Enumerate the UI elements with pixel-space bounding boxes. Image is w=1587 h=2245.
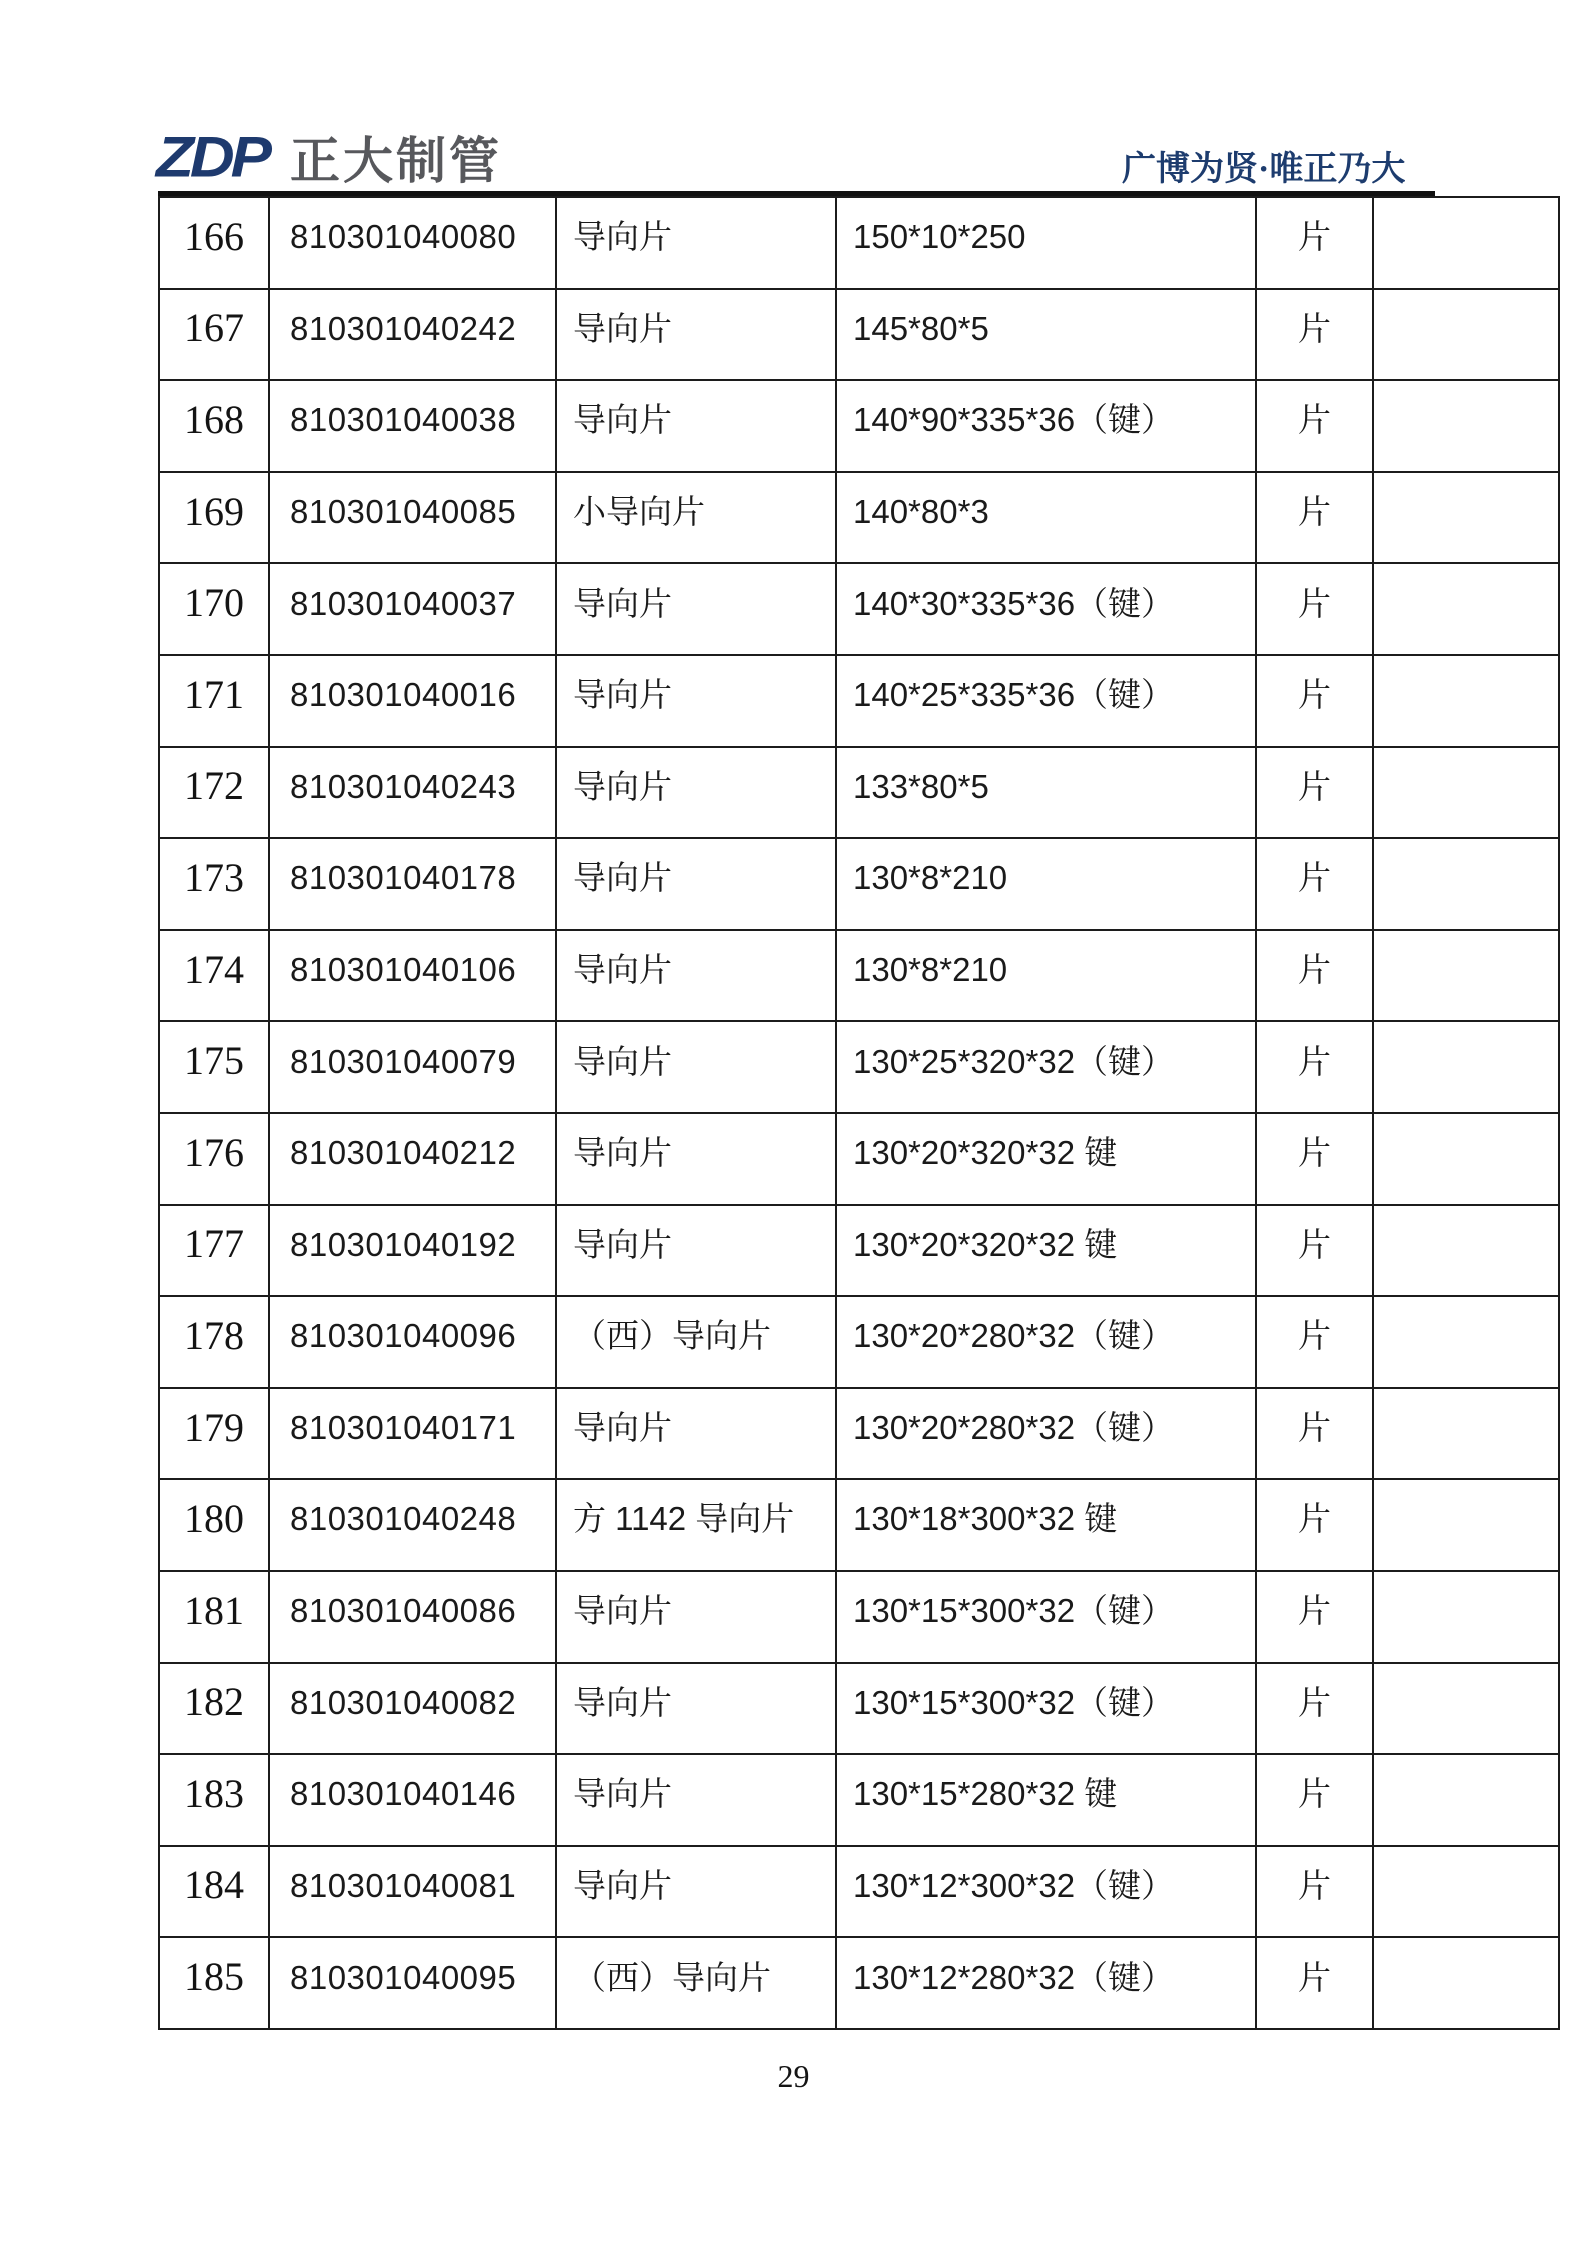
part-spec-cell: 130*20*320*32 键 <box>836 1205 1256 1297</box>
part-name-cell: 导向片 <box>556 563 836 655</box>
part-note-cell <box>1373 1296 1559 1388</box>
table-row <box>159 289 1559 381</box>
row-number-cell: 174 <box>159 930 269 1022</box>
part-spec-cell: 130*20*320*32 键 <box>836 1113 1256 1205</box>
part-name-cell: 导向片 <box>556 1846 836 1938</box>
part-name-cell: 导向片 <box>556 930 836 1022</box>
part-note-cell <box>1373 747 1559 839</box>
part-unit-cell: 片 <box>1256 1021 1373 1113</box>
part-spec-cell: 140*90*335*36（键） <box>836 380 1256 472</box>
part-unit-cell: 片 <box>1256 1937 1373 2029</box>
part-code-cell: 810301040085 <box>269 472 556 564</box>
row-number-cell: 180 <box>159 1479 269 1571</box>
table-row <box>159 1754 1559 1846</box>
zdp-logo-icon: ZDP <box>156 125 268 189</box>
part-name-cell: 导向片 <box>556 1571 836 1663</box>
row-number-cell: 167 <box>159 289 269 381</box>
part-spec-cell: 140*30*335*36（键） <box>836 563 1256 655</box>
part-unit-cell: 片 <box>1256 1296 1373 1388</box>
part-code-cell: 810301040038 <box>269 380 556 472</box>
part-note-cell <box>1373 1388 1559 1480</box>
table-row <box>159 838 1559 930</box>
part-name-cell: 导向片 <box>556 1205 836 1297</box>
table-row <box>159 747 1559 839</box>
table-row <box>159 380 1559 472</box>
part-note-cell <box>1373 930 1559 1022</box>
row-number-cell: 169 <box>159 472 269 564</box>
part-name-cell: 导向片 <box>556 289 836 381</box>
part-code-cell: 810301040079 <box>269 1021 556 1113</box>
part-code-cell: 810301040192 <box>269 1205 556 1297</box>
part-unit-cell: 片 <box>1256 838 1373 930</box>
row-number-cell: 175 <box>159 1021 269 1113</box>
row-number-cell: 172 <box>159 747 269 839</box>
part-name-cell: （西）导向片 <box>556 1296 836 1388</box>
part-note-cell <box>1373 1479 1559 1571</box>
part-note-cell <box>1373 655 1559 747</box>
page-number: 29 <box>777 2058 810 2094</box>
part-code-cell: 810301040086 <box>269 1571 556 1663</box>
row-number-cell: 170 <box>159 563 269 655</box>
part-note-cell <box>1373 1663 1559 1755</box>
part-unit-cell: 片 <box>1256 1479 1373 1571</box>
part-note-cell <box>1373 197 1559 289</box>
part-name-cell: 导向片 <box>556 380 836 472</box>
part-name-cell: 导向片 <box>556 1113 836 1205</box>
table-row <box>159 930 1559 1022</box>
row-number-cell: 183 <box>159 1754 269 1846</box>
part-unit-cell: 片 <box>1256 1571 1373 1663</box>
part-code-cell: 810301040248 <box>269 1479 556 1571</box>
part-unit-cell: 片 <box>1256 1113 1373 1205</box>
row-number-cell: 184 <box>159 1846 269 1938</box>
part-name-cell: 导向片 <box>556 747 836 839</box>
part-unit-cell: 片 <box>1256 747 1373 839</box>
part-name-cell: 导向片 <box>556 197 836 289</box>
part-code-cell: 810301040095 <box>269 1937 556 2029</box>
part-unit-cell: 片 <box>1256 1754 1373 1846</box>
part-name-cell: 小导向片 <box>556 472 836 564</box>
part-unit-cell: 片 <box>1256 655 1373 747</box>
part-code-cell: 810301040081 <box>269 1846 556 1938</box>
part-unit-cell: 片 <box>1256 289 1373 381</box>
table-row <box>159 1388 1559 1480</box>
row-number-cell: 185 <box>159 1937 269 2029</box>
part-note-cell <box>1373 472 1559 564</box>
part-note-cell <box>1373 380 1559 472</box>
part-unit-cell: 片 <box>1256 197 1373 289</box>
part-unit-cell: 片 <box>1256 472 1373 564</box>
part-code-cell: 810301040171 <box>269 1388 556 1480</box>
table-row <box>159 197 1559 289</box>
part-spec-cell: 140*80*3 <box>836 472 1256 564</box>
part-name-cell: 导向片 <box>556 1021 836 1113</box>
table-row <box>159 1021 1559 1113</box>
part-note-cell <box>1373 289 1559 381</box>
part-unit-cell: 片 <box>1256 1388 1373 1480</box>
part-name-cell: 导向片 <box>556 1663 836 1755</box>
part-spec-cell: 133*80*5 <box>836 747 1256 839</box>
row-number-cell: 166 <box>159 197 269 289</box>
table-row <box>159 1846 1559 1938</box>
part-spec-cell: 130*15*280*32 键 <box>836 1754 1256 1846</box>
company-name: 正大制管 <box>290 133 502 189</box>
part-code-cell: 810301040096 <box>269 1296 556 1388</box>
part-note-cell <box>1373 1205 1559 1297</box>
table-row <box>159 1296 1559 1388</box>
part-name-cell: 方 1142 导向片 <box>556 1479 836 1571</box>
row-number-cell: 171 <box>159 655 269 747</box>
table-row <box>159 1937 1559 2029</box>
part-code-cell: 810301040243 <box>269 747 556 839</box>
part-spec-cell: 130*15*300*32（键） <box>836 1663 1256 1755</box>
part-unit-cell: 片 <box>1256 1205 1373 1297</box>
part-note-cell <box>1373 838 1559 930</box>
company-logo <box>156 126 502 188</box>
company-slogan: 广博为贤·唯正乃大 <box>1122 151 1406 188</box>
row-number-cell: 178 <box>159 1296 269 1388</box>
table-row <box>159 655 1559 747</box>
part-spec-cell: 150*10*250 <box>836 197 1256 289</box>
part-unit-cell: 片 <box>1256 1846 1373 1938</box>
table-row <box>159 1113 1559 1205</box>
part-note-cell <box>1373 1846 1559 1938</box>
part-spec-cell: 130*8*210 <box>836 930 1256 1022</box>
parts-table-body <box>159 197 1559 2029</box>
table-row <box>159 563 1559 655</box>
part-code-cell: 810301040106 <box>269 930 556 1022</box>
row-number-cell: 179 <box>159 1388 269 1480</box>
part-spec-cell: 130*20*280*32（键） <box>836 1388 1256 1480</box>
part-note-cell <box>1373 1937 1559 2029</box>
part-note-cell <box>1373 563 1559 655</box>
part-code-cell: 810301040212 <box>269 1113 556 1205</box>
part-spec-cell: 145*80*5 <box>836 289 1256 381</box>
part-unit-cell: 片 <box>1256 930 1373 1022</box>
part-code-cell: 810301040146 <box>269 1754 556 1846</box>
part-spec-cell: 130*20*280*32（键） <box>836 1296 1256 1388</box>
table-row <box>159 1205 1559 1297</box>
part-code-cell: 810301040037 <box>269 563 556 655</box>
table-row <box>159 1479 1559 1571</box>
part-unit-cell: 片 <box>1256 563 1373 655</box>
part-code-cell: 810301040016 <box>269 655 556 747</box>
row-number-cell: 173 <box>159 838 269 930</box>
table-row <box>159 1663 1559 1755</box>
part-code-cell: 810301040178 <box>269 838 556 930</box>
part-note-cell <box>1373 1571 1559 1663</box>
table-row <box>159 1571 1559 1663</box>
part-code-cell: 810301040242 <box>269 289 556 381</box>
part-unit-cell: 片 <box>1256 1663 1373 1755</box>
part-name-cell: 导向片 <box>556 838 836 930</box>
part-name-cell: 导向片 <box>556 1388 836 1480</box>
part-spec-cell: 130*18*300*32 键 <box>836 1479 1256 1571</box>
table-row <box>159 472 1559 564</box>
part-name-cell: 导向片 <box>556 655 836 747</box>
part-spec-cell: 130*12*300*32（键） <box>836 1846 1256 1938</box>
part-unit-cell: 片 <box>1256 380 1373 472</box>
part-spec-cell: 130*12*280*32（键） <box>836 1937 1256 2029</box>
part-note-cell <box>1373 1021 1559 1113</box>
row-number-cell: 177 <box>159 1205 269 1297</box>
part-spec-cell: 130*25*320*32（键） <box>836 1021 1256 1113</box>
part-note-cell <box>1373 1113 1559 1205</box>
row-number-cell: 182 <box>159 1663 269 1755</box>
row-number-cell: 176 <box>159 1113 269 1205</box>
part-code-cell: 810301040080 <box>269 197 556 289</box>
part-spec-cell: 140*25*335*36（键） <box>836 655 1256 747</box>
part-spec-cell: 130*8*210 <box>836 838 1256 930</box>
part-name-cell: （西）导向片 <box>556 1937 836 2029</box>
part-code-cell: 810301040082 <box>269 1663 556 1755</box>
part-note-cell <box>1373 1754 1559 1846</box>
part-spec-cell: 130*15*300*32（键） <box>836 1571 1256 1663</box>
part-name-cell: 导向片 <box>556 1754 836 1846</box>
parts-table <box>158 196 1560 2030</box>
row-number-cell: 181 <box>159 1571 269 1663</box>
row-number-cell: 168 <box>159 380 269 472</box>
